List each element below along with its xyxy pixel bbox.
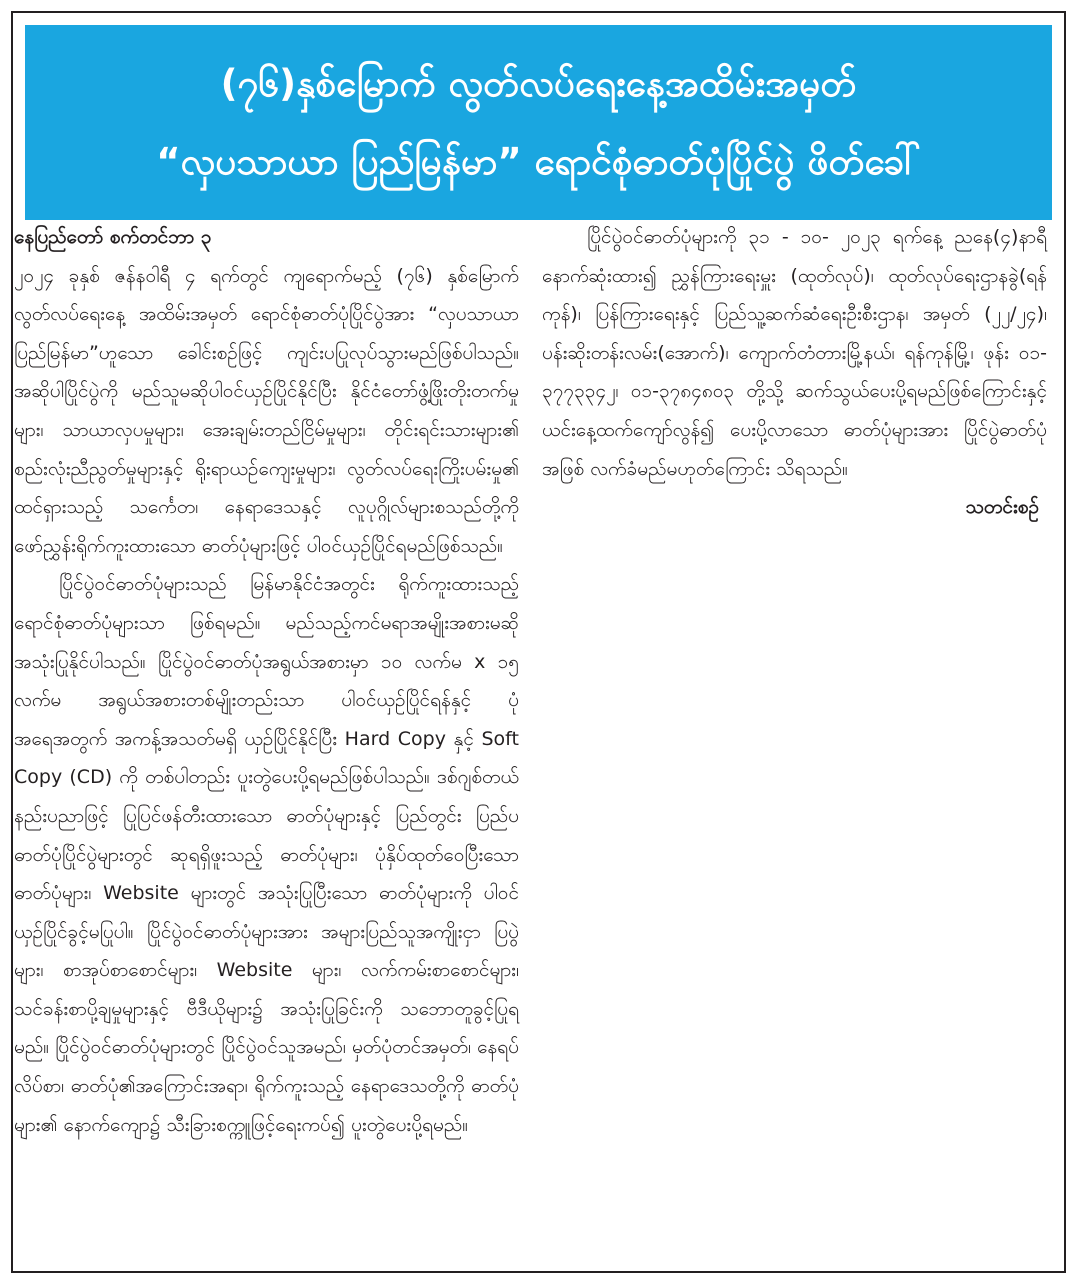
- headline-banner: [25, 25, 1052, 220]
- byline: သတင်းစဉ်: [965, 496, 1039, 519]
- headline-line-2: “လှပသာယာ ပြည်မြန်မာ” ရောင်စုံဓာတ်ပုံပြိုင်ပွဲ ဖိတ်ခေါ်: [156, 139, 921, 183]
- dateline: နေပြည်တော် စက်တင်ဘာ ၃: [14, 226, 212, 248]
- article-column-left: [14, 218, 519, 1144]
- paragraph-1: ၂၀၂၄ ခုနှစ် ဇန်နဝါရီ ၄ ရက်တွင် ကျရောက်မည့် (၇၆) နှစ်မြောက် လွတ်လပ်ရေးနေ့ အထိမ်းအမှတ် ရောင်စုံဓာတ်ပုံပြိုင်ပွဲအား “လှပသာယာပြည်မြန်မာ”ဟူသော ခေါင်းစဉ်ဖြင့် ကျင်းပပြုလုပ်သွားမည်ဖြစ်ပါသည်။ အဆိုပါပြိုင်ပွဲကို မည်သူမဆိုပါဝင်ယှဉ်ပြိုင်နိုင်ပြီး နိုင်ငံတော်ဖွံ့ဖြိုးတိုးတက်မှုများ၊ သာယာလှပမှုများ၊ အေးချမ်းတည်ငြိမ်မှုများ၊ တိုင်းရင်းသားများ၏ စည်းလုံးညီညွတ်မှုများနှင့် ရိုးရာယဉ်ကျေးမှုများ၊ လွတ်လပ်ရေးကြိုးပမ်းမှု၏ ထင်ရှားသည့် သင်္ကေတ၊ နေရာဒေသနှင့် လူပုဂ္ဂိုလ်များစသည်တို့ကို ဖော်ညွှန်းရိုက်ကူးထားသော ဓာတ်ပုံများဖြင့် ပါဝင်ယှဉ်ပြိုင်ရမည်ဖြစ်သည်။: [14, 264, 519, 557]
- paragraph-2: ပြိုင်ပွဲဝင်ဓာတ်ပုံများသည် မြန်မာနိုင်ငံအတွင်း ရိုက်ကူးထားသည့် ရောင်စုံဓာတ်ပုံများသာ ဖြစ်ရမည်။ မည်သည့်ကင်မရာအမျိုးအစားမဆို အသုံးပြုနိုင်ပါသည်။ ပြိုင်ပွဲဝင်ဓာတ်ပုံအရွယ်အစားမှာ ၁၀ လက်မ x ၁၅ လက်မ အရွယ်အစားတစ်မျိုးတည်းသာ ပါဝင်ယှဉ်ပြိုင်ရန်နှင့် ပုံအရေအတွက် အကန့်အသတ်မရှိ ယှဉ်ပြိုင်နိုင်ပြီး Hard Copy နှင့် Soft Copy (CD) ကို တစ်ပါတည်း ပူးတွဲပေးပို့ရမည်ဖြစ်ပါသည်။ ဒစ်ဂျစ်တယ်နည်းပညာဖြင့် ပြုပြင်ဖန်တီးထားသော ဓာတ်ပုံများနှင့် ပြည်တွင်း ပြည်ပ ဓာတ်ပုံပြိုင်ပွဲများတွင် ဆုရရှိဖူးသည့် ဓာတ်ပုံများ၊ ပုံနှိပ်ထုတ်ဝေပြီးသောဓာတ်ပုံများ၊ Website များတွင် အသုံးပြုပြီးသော ဓာတ်ပုံများကို ပါဝင်ယှဉ်ပြိုင်ခွင့်မပြုပါ။ ပြိုင်ပွဲဝင်ဓာတ်ပုံများအား အများပြည်သူအကျိုးငှာ ပြပွဲများ၊ စာအုပ်စာစောင်များ၊ Website များ၊ လက်ကမ်းစာစောင်များ၊ သင်ခန်းစာပို့ချမှုများနှင့် ဗီဒီယိုများ၌ အသုံးပြုခြင်းကို သဘောတူခွင့်ပြုရမည်။ ပြိုင်ပွဲဝင်ဓာတ်ပုံများတွင် ပြိုင်ပွဲဝင်သူအမည်၊ မှတ်ပုံတင်အမှတ်၊ နေရပ်လိပ်စာ၊ ဓာတ်ပုံ၏အကြောင်းအရာ၊ ရိုက်ကူးသည့် နေရာဒေသတို့ကို ဓာတ်ပုံများ၏ နောက်ကျော၌ သီးခြားစက္ကူဖြင့်ရေးကပ်၍ ပူးတွဲပေးပို့ရမည်။: [14, 573, 519, 1136]
- headline-line-1: (၇၆)နှစ်မြောက် လွတ်လပ်ရေးနေ့အထိမ်းအမှတ်: [220, 61, 857, 105]
- paragraph-3: ပြိုင်ပွဲဝင်ဓာတ်ပုံများကို ၃၁ - ၁၀- ၂၀၂၃ ရက်နေ့ ညနေ(၄)နာရီ နောက်ဆုံးထား၍ ညွှန်ကြားရေးမှူး (ထုတ်လုပ်)၊ ထုတ်လုပ်ရေးဌာနခွဲ(ရန်ကုန်)၊ ပြန်ကြားရေးနှင့် ပြည်သူ့ဆက်ဆံရေးဦးစီးဌာန၊ အမှတ် (၂၂/၂၄)၊ ပန်းဆိုးတန်းလမ်း(အောက်)၊ ကျောက်တံတားမြို့နယ်၊ ရန်ကုန်မြို့၊ ဖုန်း ၀၁- ၃၇၇၃၃၄၂၊ ၀၁-၃၇၈၄၈၀၃ တို့သို့ ဆက်သွယ်ပေးပို့ရမည်ဖြစ်ကြောင်းနှင့် ယင်းနေ့ထက်ကျော်လွန်၍ ပေးပို့လာသော ဓာတ်ပုံများအား ပြိုင်ပွဲဓာတ်ပုံအဖြစ် လက်ခံမည်မဟုတ်ကြောင်း သိရသည်။: [542, 226, 1047, 480]
- article-column-right: [542, 218, 1047, 527]
